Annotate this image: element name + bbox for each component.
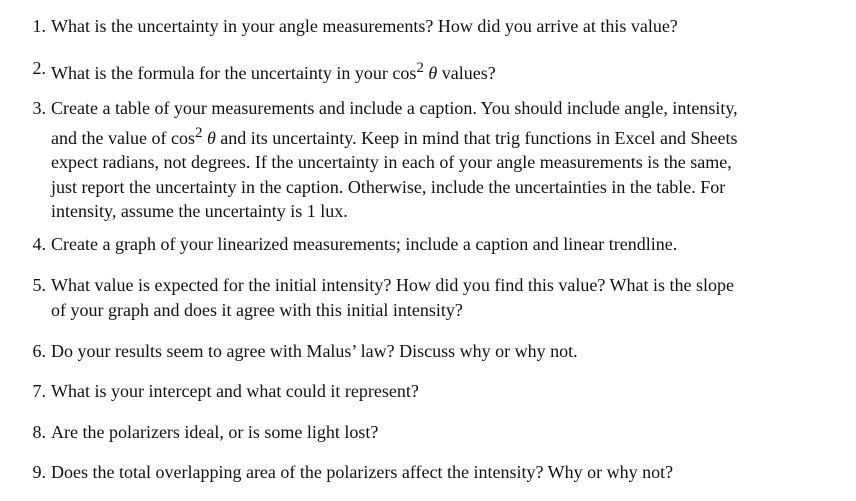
theta-symbol: θ — [206, 127, 216, 148]
question-line: What is the uncertainty in your angle measurements? How did you arrive at this value? — [51, 16, 678, 36]
question-line: just report the uncertainty in the caption. Otherwise, include the uncertainties in the table. For — [51, 176, 726, 197]
question-number: 9. — [32, 462, 46, 482]
question-number: 5. — [32, 275, 46, 295]
question-line: What value is expected for the initial intensity? How did you find this value? What is the slope — [51, 275, 734, 295]
question-line: expect radians, not degrees. If the uncertainty in each of your angle measurements is the same, — [51, 152, 732, 172]
question-line: Are the polarizers ideal, or is some light lost? — [51, 422, 379, 442]
exponent: 2 — [194, 124, 203, 141]
question-line — [51, 56, 831, 86]
question-number: 7. — [32, 381, 46, 401]
text-segment: What is the formula for the uncertainty in your cos — [51, 63, 417, 83]
question-text — [51, 460, 831, 485]
question-line: Do your results seem to agree with Malus’ law? Discuss why or why not. — [51, 341, 578, 361]
question-text — [51, 56, 831, 86]
question-text — [51, 232, 831, 257]
question-text — [51, 339, 831, 364]
question-number: 1. — [32, 16, 46, 36]
question-line: Does the total overlapping area of the polarizers affect the intensity? Why or why not? — [51, 462, 674, 482]
text-segment: and its uncertainty. Keep in mind that trig functions in Excel and Sheets — [215, 127, 738, 148]
question-text — [51, 273, 831, 322]
question-number: 4. — [32, 234, 46, 254]
question-number: 3. — [32, 98, 46, 118]
theta-symbol: θ — [428, 63, 438, 83]
question-text — [51, 96, 831, 224]
text-segment: and the value of cos — [51, 127, 195, 148]
question-text — [51, 14, 831, 39]
text-segment: values? — [437, 63, 496, 83]
exponent: 2 — [416, 60, 424, 76]
question-line — [51, 121, 831, 151]
question-line: Create a graph of your linearized measurements; include a caption and linear trendline. — [51, 234, 678, 254]
question-line: of your graph and does it agree with this initial intensity? — [51, 299, 463, 320]
question-number: 6. — [32, 341, 46, 361]
question-line: intensity, assume the uncertainty is 1 lux. — [51, 201, 348, 221]
question-line: Create a table of your measurements and include a caption. You should include angle, intensity, — [51, 98, 738, 118]
question-text — [51, 379, 831, 404]
question-number: 8. — [32, 422, 46, 442]
question-line: What is your intercept and what could it represent? — [51, 381, 419, 401]
question-text — [51, 420, 831, 445]
question-number: 2. — [32, 58, 46, 78]
